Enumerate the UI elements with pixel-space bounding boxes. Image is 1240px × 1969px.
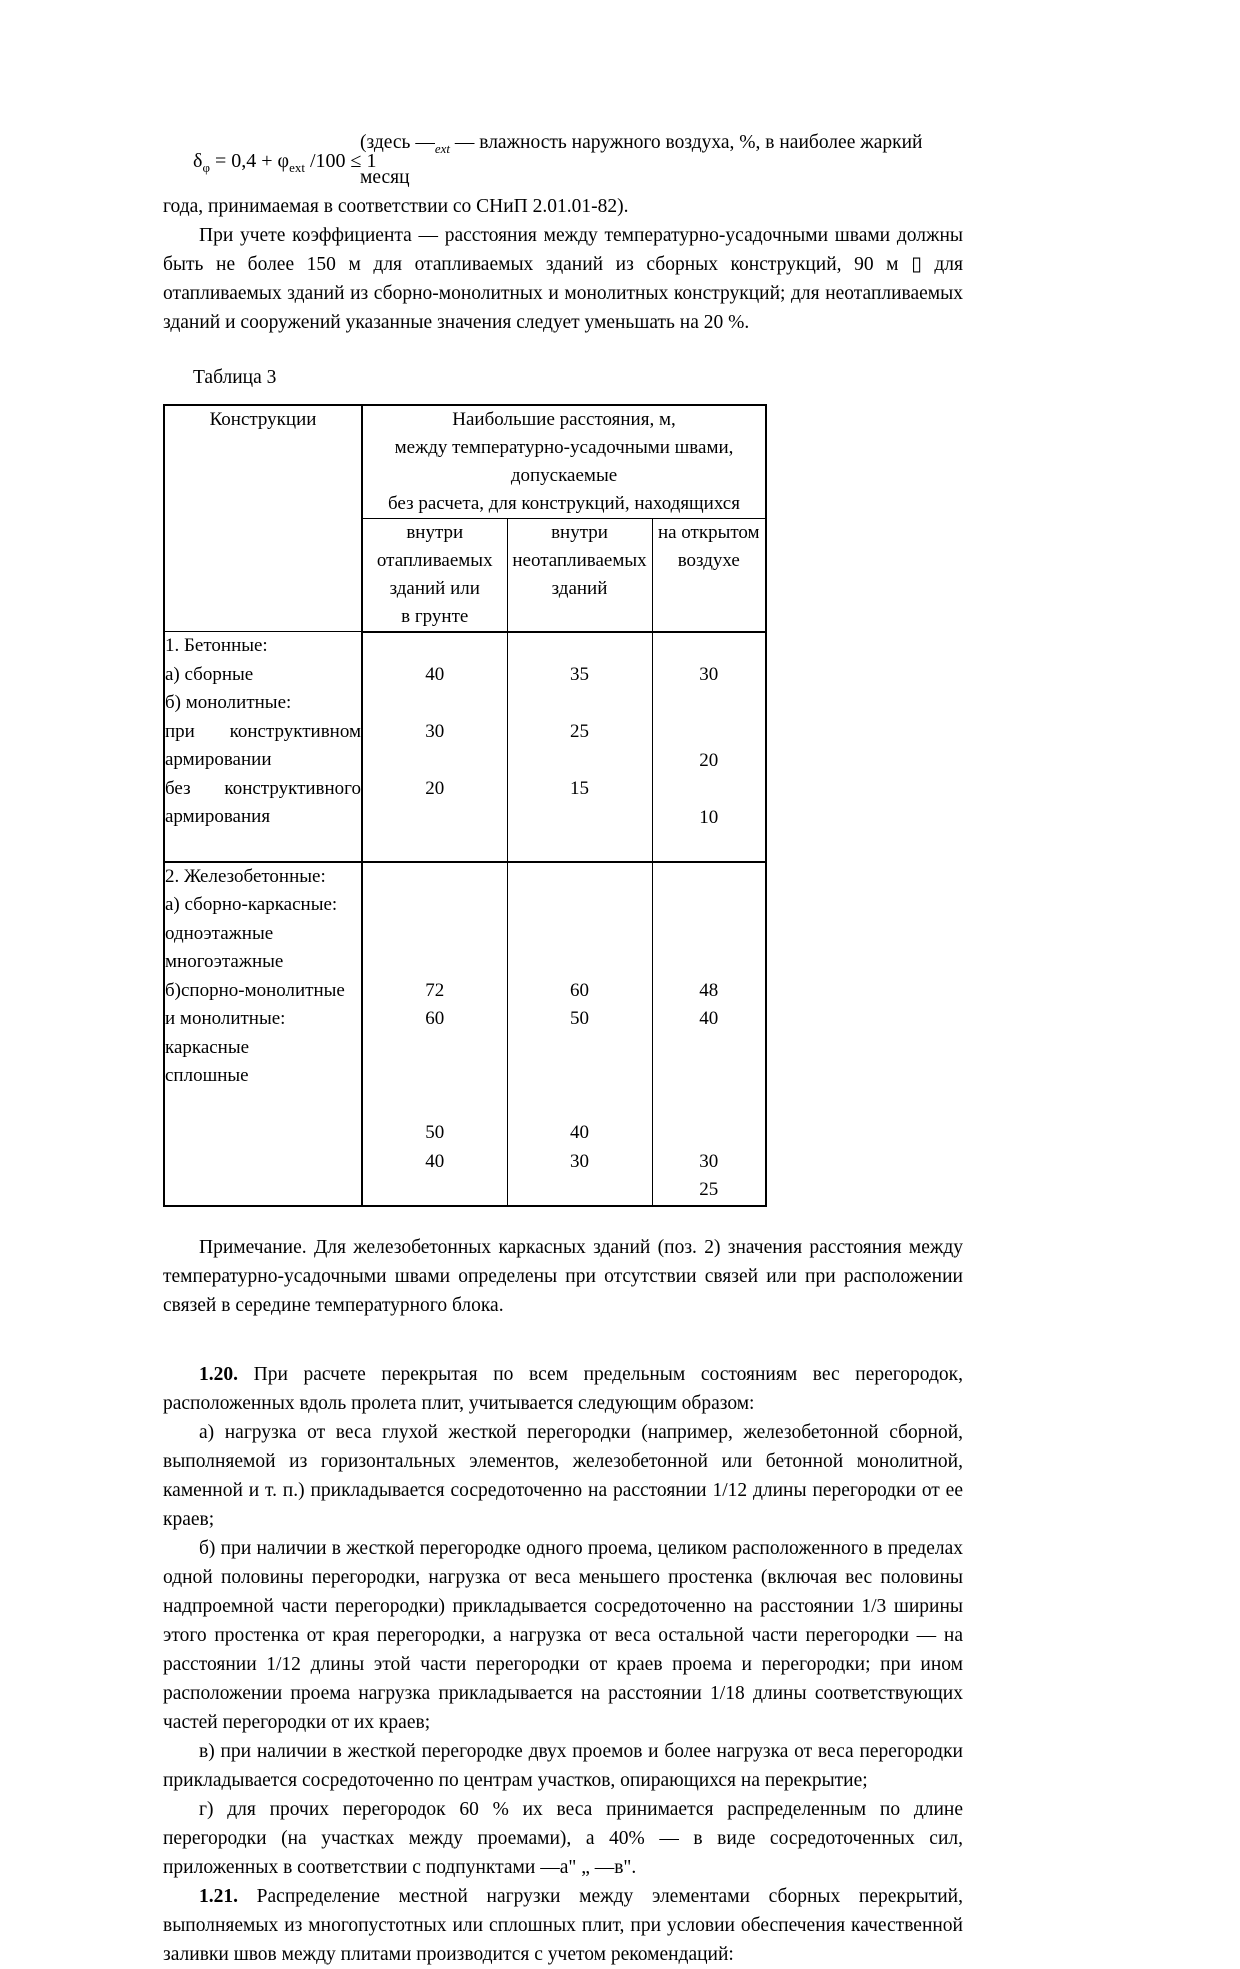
formula-block (163, 128, 963, 192)
table-note: Примечание. Для железобетонных каркасных зданий (поз. 2) значения расстояния между температурно-усадочными швами определены при отсутствии связей или при расположении связей в середине температурного блока. (163, 1236, 963, 1316)
cell-value: 15 (570, 778, 589, 800)
formula-continuation: года, принимаемая в соответствии со СНиП 2.01.01-82). (163, 195, 629, 217)
paragraph-intro: При учете коэффициента — расстояния между температурно-усадочными швами должны быть не более 150 м для отапливаемых зданий из сборных конструкций, 90 м ▯ для отапливаемых зданий из сборно-монолитных и монолитных конструкций; для неотапливаемых зданий и сооружений указанные значения следует уменьшать на 20 %. (163, 224, 963, 333)
clause-1-20 (163, 1360, 963, 1418)
cell-value: 50 (570, 1008, 589, 1030)
row-label: 2. Железобетонные: (165, 865, 326, 887)
clause-1-20-item-v: в) при наличии в жесткой перегородке двух проемов и более нагрузка от веса перегородки прикладывается сосредоточенно по центрам участков, опирающихся на перекрытие; (163, 1740, 963, 1791)
clause-1-20-item-a: а) нагрузка от веса глухой жесткой перегородки (например, железобетонной сборной, выполняемой из горизонтальных элементов, железобетонной или бетонной монолитной, каменной и т. п.) прикладывается сосредоточенно на расстоянии 1/12 длины перегородки от ее краев; (163, 1421, 963, 1530)
cell-value: 72 (425, 979, 445, 1001)
header-sub1-line-1: внутри (406, 521, 464, 543)
header-cell-openair (652, 518, 766, 632)
row-label: без конструктивного (165, 777, 361, 799)
formula-note-rest: — влажность наружного воздуха, %, в наиболее жаркий месяц (360, 132, 923, 188)
row-label: и монолитные: (165, 1008, 286, 1030)
row-label: 1. Бетонные: (165, 635, 268, 657)
formula-sub-phi: φ (202, 160, 210, 175)
row-label: сплошные (165, 1065, 249, 1087)
header-cell-heated (362, 518, 507, 632)
group-1-col-unheated (507, 632, 652, 862)
group-1-col-openair (652, 632, 766, 862)
formula-sub-ext: ext (289, 160, 305, 175)
cell-value: 30 (699, 664, 719, 686)
formula-note-subscript: ext (434, 140, 450, 156)
cell-value: 25 (570, 721, 589, 743)
cell-value: 60 (425, 1008, 445, 1030)
cell-value: 50 (425, 1122, 445, 1144)
header-span-line-2: между температурно-усадочными швами, (394, 436, 734, 458)
header-sub1-line-4: в грунте (401, 605, 469, 627)
cell-value: 25 (699, 1179, 719, 1201)
row-label: многоэтажные (165, 951, 284, 973)
formula-mid: = 0,4 + φ (209, 150, 290, 172)
formula-tail: /100 ≤ 1 (304, 150, 377, 172)
clause-1-21 (163, 1882, 963, 1969)
cell-value: 30 (699, 1150, 719, 1172)
table-caption: Таблица 3 (193, 366, 277, 388)
cell-value: 20 (425, 778, 445, 800)
header-cell-unheated (507, 518, 652, 632)
clause-1-21-text: Распределение местной нагрузки между элементами сборных перекрытий, выполняемых из многопустотных или сплошных плит, при условии обеспечения качественной заливки швов между плитами производится с учетом рекомендаций: (163, 1885, 963, 1965)
header-span-line-4: без расчета, для конструкций, находящихся (388, 492, 740, 514)
cell-value: 40 (699, 1008, 719, 1030)
group-2-col-openair (652, 862, 766, 1206)
table-3 (163, 404, 767, 1207)
row-label: одноэтажные (165, 922, 274, 944)
table-row (164, 862, 766, 1206)
header-cell-span (362, 405, 766, 519)
cell-value: 35 (570, 664, 589, 686)
header-sub3-line-2: воздухе (677, 549, 740, 571)
clause-1-20-number: 1.20. (199, 1363, 238, 1385)
formula-note (360, 128, 963, 192)
formula-note-prefix: (здесь — (360, 132, 435, 153)
table-header-row-main (164, 405, 766, 519)
cell-value: 48 (699, 979, 719, 1001)
row-label: б) монолитные: (165, 692, 292, 714)
cell-value: 40 (570, 1122, 589, 1144)
cell-value: 40 (425, 664, 445, 686)
header-sub2-line-3: зданий (551, 577, 608, 599)
header-sub3-line-1: на открытом (657, 521, 760, 543)
row-label: армировании (165, 749, 272, 771)
cell-value: 40 (425, 1150, 445, 1172)
row-label: при конструктивном (165, 720, 361, 742)
header-sub2-line-2: неотапливаемых (512, 549, 647, 571)
group-1-labels (164, 632, 362, 862)
cell-value: 30 (425, 721, 445, 743)
header-sub1-line-3: зданий или (389, 577, 480, 599)
row-label: каркасные (165, 1036, 250, 1058)
row-label: а) сборные (165, 663, 254, 685)
cell-value: 60 (570, 979, 589, 1001)
clause-1-20-item-b: б) при наличии в жесткой перегородке одного проема, целиком расположенного в пределах одной половины перегородки, нагрузка от веса меньшего простенка (включая вес половины надпроемной части перегородки) прикладывается сосредоточенно на расстоянии 1/3 ширины этого простенка от края перегородки, а нагрузка от веса остальной части перегородки — на расстоянии 1/12 длины этой части перегородки от краев проема и перегородки; при ином расположении проема нагрузка прикладывается на расстоянии 1/18 длины соответствующих частей перегородки от их краев; (163, 1537, 963, 1733)
header-sub2-line-1: внутри (551, 521, 608, 543)
group-2-col-unheated (507, 862, 652, 1206)
formula-expression (193, 150, 377, 176)
header-span-line-1: Наибольшие расстояния, м, (452, 408, 676, 430)
row-label: армирования (165, 806, 271, 828)
group-2-col-heated (362, 862, 507, 1206)
clause-1-20-item-g: г) для прочих перегородок 60 % их веса принимается распределенным по длине перегородки (на участках между проемами), а 40% — в виде сосредоточенных сил, приложенных в соответствии с подпунктами —а" „ —в". (163, 1798, 963, 1878)
page-content (163, 128, 963, 1969)
cell-value: 20 (699, 749, 719, 771)
clause-1-20-text: При расчете перекрытая по всем предельным состояниям вес перегородок, расположенных вдоль пролета плит, учитывается следующим образом: (163, 1363, 963, 1414)
header-span-line-3: допускаемые (510, 464, 618, 486)
formula-lead: δ (193, 150, 203, 172)
cell-value: 10 (699, 806, 719, 828)
group-1-col-heated (362, 632, 507, 862)
header-cell-constructions: Конструкции (164, 405, 362, 632)
row-label: а) сборно-каркасные: (165, 894, 338, 916)
group-2-labels (164, 862, 362, 1206)
cell-value: 30 (570, 1150, 589, 1172)
clause-1-21-number: 1.21. (199, 1885, 238, 1907)
header-sub1-line-2: отапливаемых (376, 549, 493, 571)
table-row (164, 632, 766, 862)
row-label: б)спорно-монолитные (165, 979, 345, 1001)
